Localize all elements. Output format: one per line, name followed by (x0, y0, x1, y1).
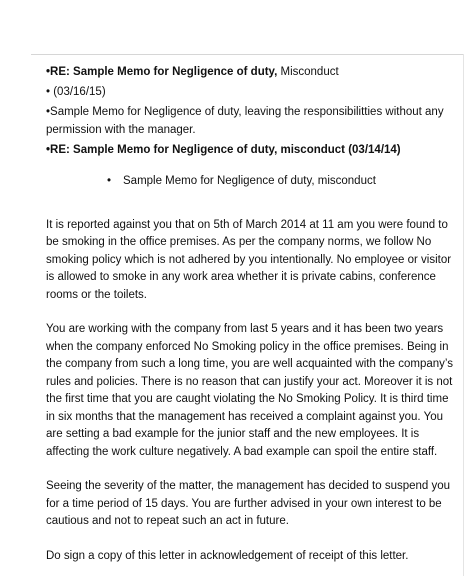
page-top-border (31, 54, 464, 55)
paragraph-acknowledgement: Do sign a copy of this letter in acknowledgement of receipt of this letter. (46, 549, 409, 562)
page-right-border (463, 54, 464, 576)
memo-subject-2-bold: •RE: Sample Memo for Negligence of duty, misconduct (03/14/14) (46, 143, 401, 156)
memo-body (46, 64, 456, 565)
memo-date-line: • (03/16/15) (46, 86, 106, 98)
paragraph-incident: It is reported against you that on 5th of March 2014 at 11 am you were found to be smoking in the office premises. As per the company norms, we follow No smoking policy which is not adhered by you intentionally. No employee or visitor is allowed to smoke in any work area whether it is private cabins, conference rooms or the toilets. (46, 218, 452, 301)
memo-subject-rest: Misconduct (277, 66, 339, 78)
paragraph-history: You are working with the company from last 5 years and it has been two years when the company enforced No Smoking policy in the office premises. Being in the company from such a long time, you are well acquainted with the company’s rules and policies. There is no reason that can justify your act. Moreover it is not the first time that you are caught violating the No Smoking Policy. It is third time in six months that the management has received a complaint against you. You are setting a bad example for the junior staff and the new employees. It is affecting the work culture negatively. A bad example can spoil the entire staff. (46, 323, 453, 458)
memo-bullet-item (107, 173, 456, 191)
bullet-text: Sample Memo for Negligence of duty, misconduct (123, 175, 376, 187)
memo-subject-bold: •RE: Sample Memo for Negligence of duty, (46, 66, 278, 78)
paragraph-suspension: Seeing the severity of the matter, the management has decided to suspend you for a time period of 15 days. You are further advised in your own interest to be cautious and not to repeat such an act in future. (46, 480, 451, 527)
bullet-dot-icon: • (107, 175, 112, 187)
memo-subject-line-2 (46, 142, 456, 160)
memo-description-line: •Sample Memo for Negligence of duty, leaving the responsibilitties without any permission with the manager. (46, 106, 444, 136)
memo-subject-line-1 (46, 64, 456, 82)
